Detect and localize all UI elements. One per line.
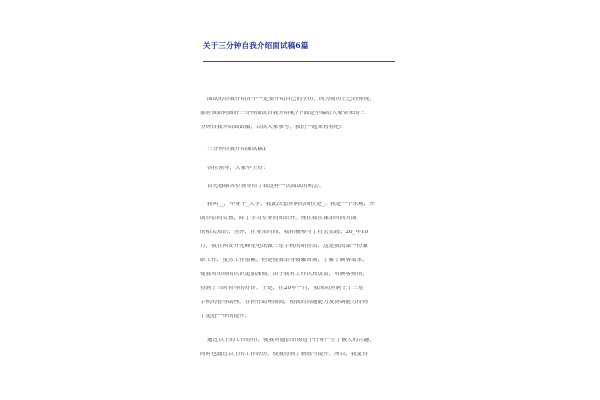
body-line: 了更进一步的提升。 xyxy=(200,314,251,319)
body-line: 使我对市场的认识更加深刻。由于我对工作认真负责，对顾客热情， xyxy=(200,272,368,277)
body-line: 月，我在西安开元峰星电讯做三星手机的销售员，这是我的第一份兼 xyxy=(200,244,368,249)
body-line: 职工作，虽然工作很累，但是使我亲身接触市场，了解了顾客需求， xyxy=(200,258,368,263)
intro-line: 面试的自我介绍并不一定要介绍自己的学历，因为简历上已经体现， xyxy=(207,97,375,102)
title-divider xyxy=(203,61,395,62)
intro-line: 分钟自我介绍面试稿，以供大家参考，我们一起来看看吧! xyxy=(200,125,343,130)
body-line: 朗自信的女孩，除了学习专业的知识外，现在我在课余时间方面 xyxy=(200,216,357,221)
section-title: 三分钟自我介绍面试稿1 xyxy=(207,147,267,152)
document-title: 关于三分钟自我介绍面试稿6篇 xyxy=(203,41,309,50)
body-line: 我叫__，毕业于_大学，我此次想应聘的岗位是_。我是一个乐观、开 xyxy=(207,202,375,207)
body-line: 的相关知识；另外，在业余时间，我积极参与了社会实践；20_年10 xyxy=(200,230,369,235)
salutation: 各位领导、大家早上好： xyxy=(207,166,269,171)
body-line: 通过以上的工作经历，使我对通信市场这个行业产生了极大的兴趣， xyxy=(207,338,375,343)
thanks-paragraph: 首先感谢各位领导给了我这样一次面试的机会。 xyxy=(207,184,325,189)
body-line: 得到了当时督导的好评。于是，在20年一月，我成功应聘上了三星 xyxy=(200,286,364,291)
body-line: 同时也通过以上的工作经历，使我得到了磨练与提升。所以，我觉得 xyxy=(200,352,368,357)
intro-line: 那应该如何做好三分钟面试自我介绍呢?下面是小编给大家带来的三 xyxy=(200,111,366,116)
body-line: 手机的督导助理，在担任助理期间，使我的沟通能力及协调能力得到 xyxy=(200,300,368,305)
